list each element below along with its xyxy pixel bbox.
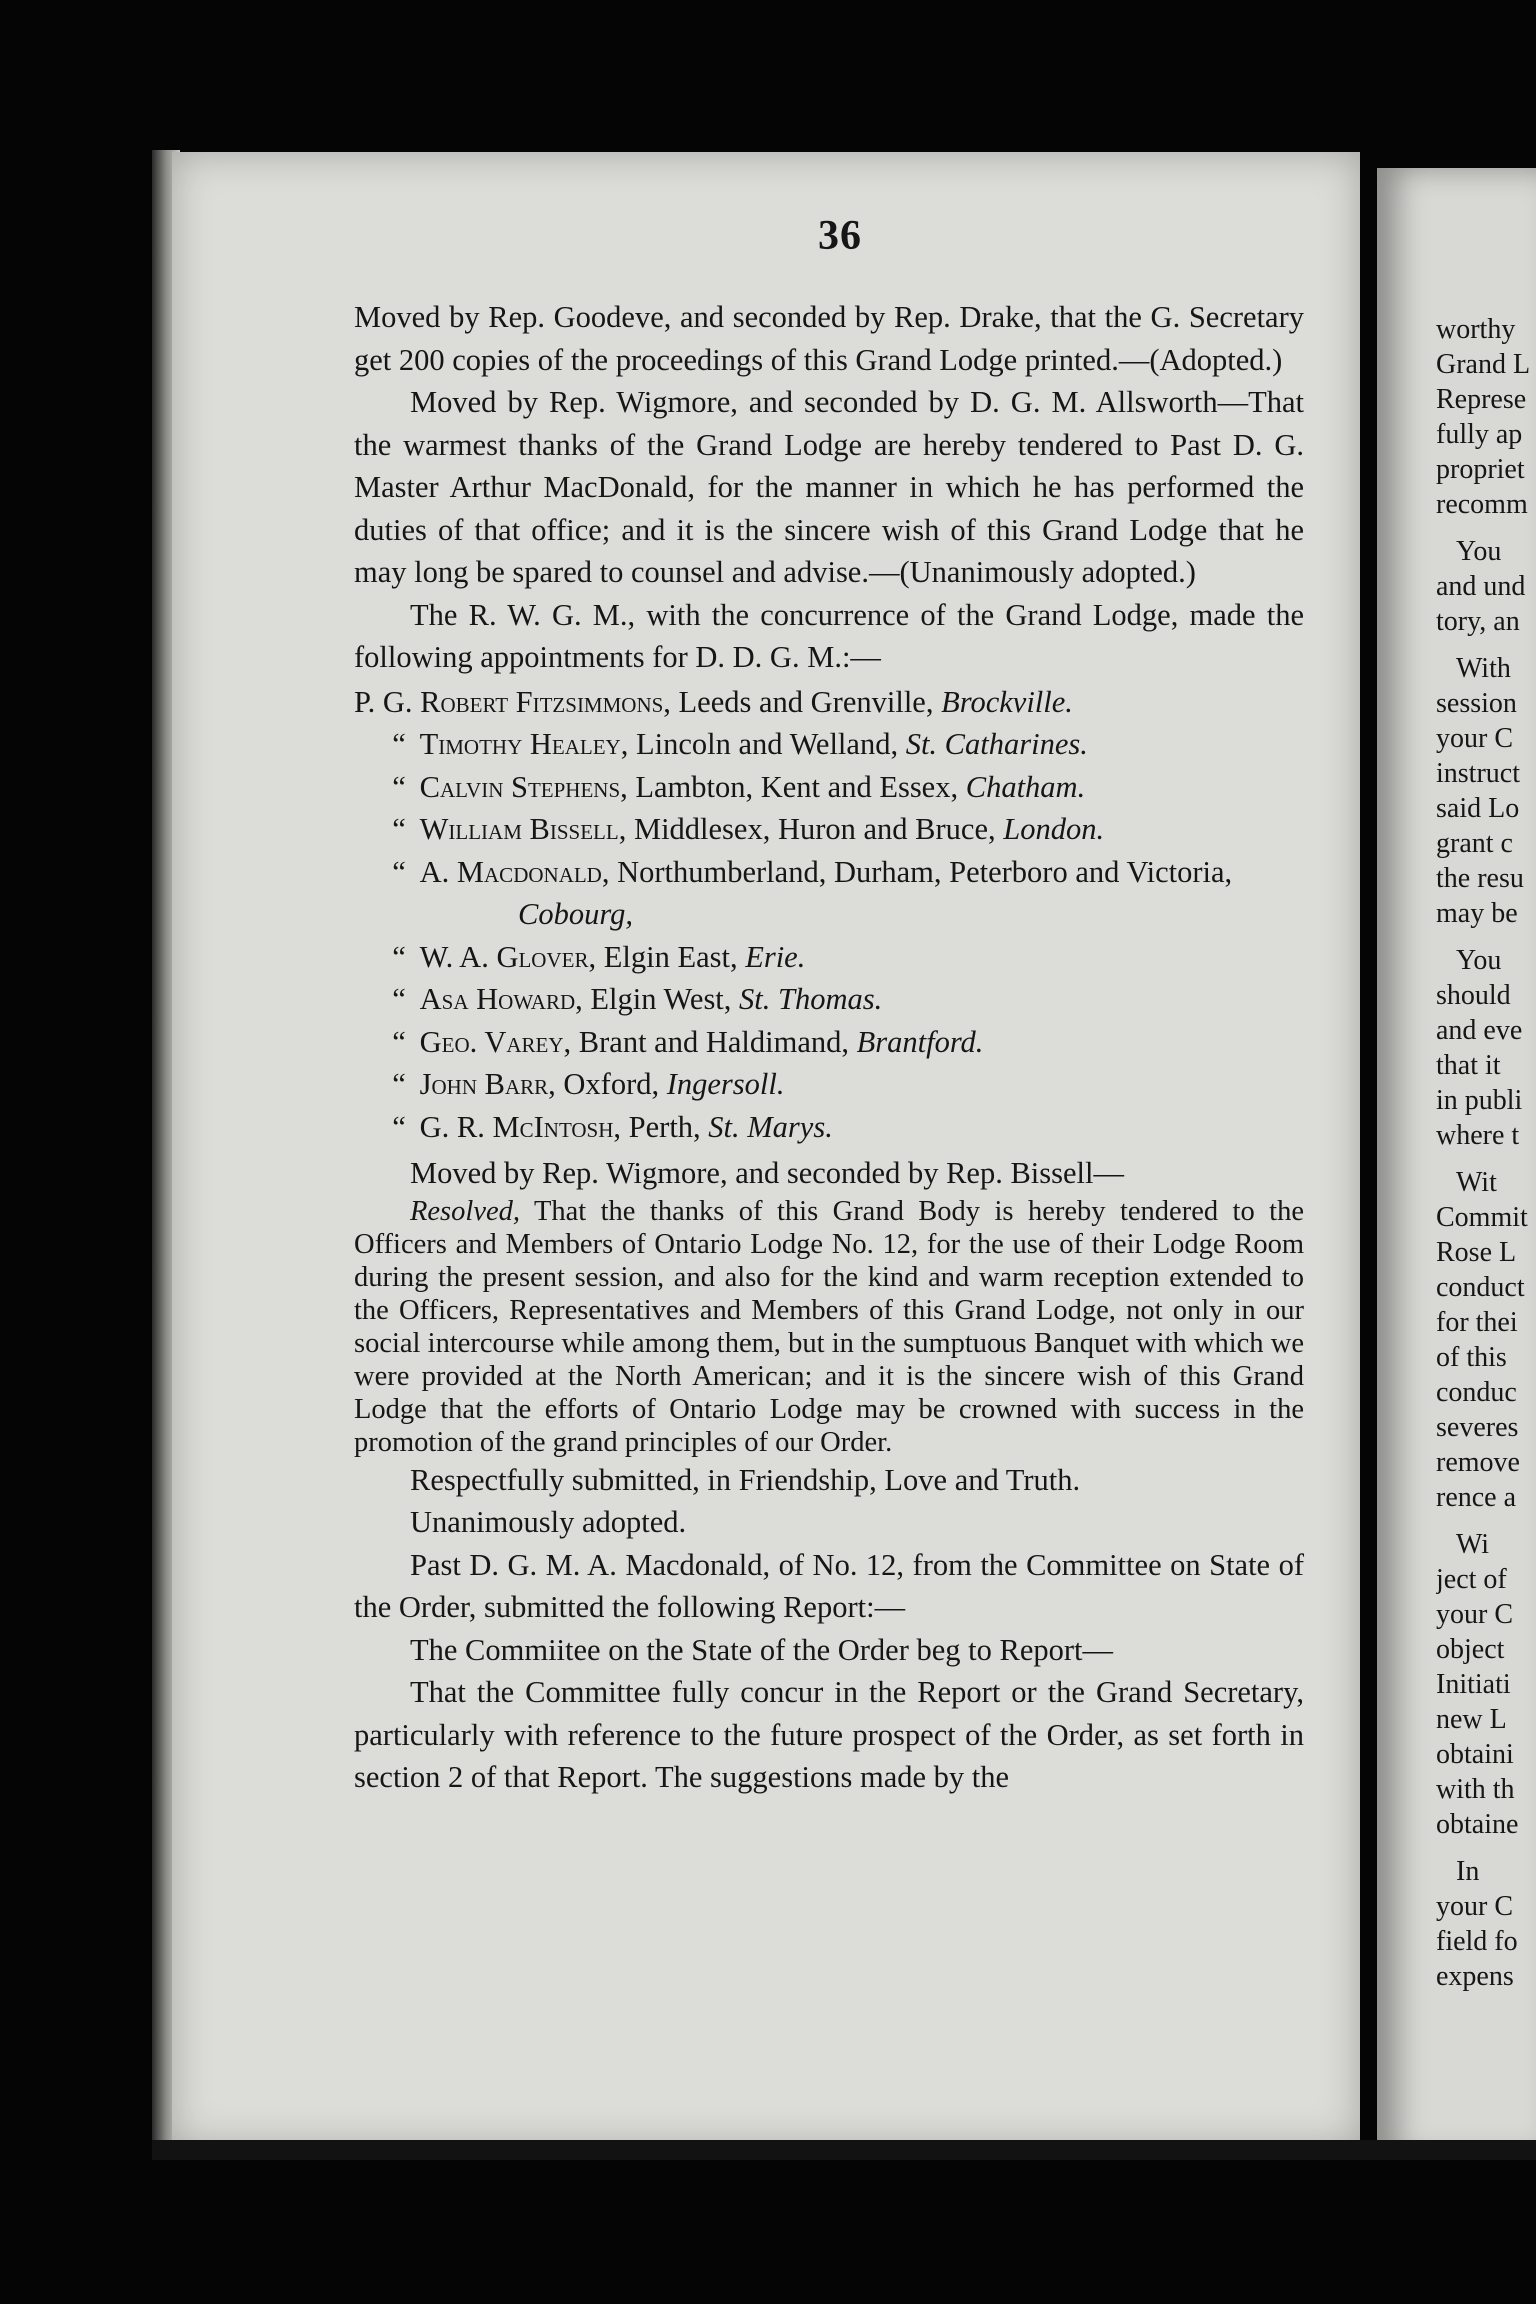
- paragraph-thanks-motion: Moved by Rep. Wigmore, and seconded by D. G. M. Allsworth—That the warmest thanks of the Grand Lodge are hereby tendered to Past D. G. Master Arthur MacDonald, for the manner in which he has performed the duties of that office; and it is the sincere wish of this Grand Lodge that he may long be spared to counsel and advise.—(Unanimously adopted.): [354, 385, 1304, 589]
- appointment-district: Lincoln and Welland,: [628, 727, 906, 761]
- appointee-name: Geo. Varey,: [419, 1024, 572, 1059]
- facing-line: your C: [1436, 1891, 1513, 1922]
- appointment-district: Oxford,: [555, 1067, 667, 1101]
- facing-line: session: [1436, 688, 1517, 719]
- appointment-place: Brockville.: [941, 684, 1073, 719]
- facing-line: that it: [1436, 1050, 1501, 1081]
- appointments-list: [354, 681, 1304, 1149]
- paragraph-resolution-motion: Moved by Rep. Wigmore, and seconded by Rep. Bissell—: [410, 1156, 1125, 1190]
- facing-line: Rose L: [1436, 1237, 1517, 1268]
- facing-line: said Lo: [1436, 793, 1520, 824]
- appointee-name: G. R. McIntosh,: [419, 1109, 622, 1144]
- appointment-district: Leeds and Grenville,: [670, 684, 942, 719]
- appointment-district: Elgin East,: [596, 939, 746, 974]
- appointment-district: Lambton, Kent and Essex,: [627, 769, 966, 804]
- facing-line: object: [1436, 1634, 1505, 1665]
- facing-line: propriet: [1436, 454, 1525, 485]
- ditto-mark: “: [392, 1109, 406, 1144]
- appointment-row: [354, 766, 1304, 809]
- ditto-mark: “: [392, 1024, 406, 1059]
- appointment-prefix: P. G.: [354, 684, 413, 719]
- appointment-district: Perth,: [621, 1109, 709, 1144]
- paragraph-committee-heading: The Commiitee on the State of the Order beg to Report—: [410, 1632, 1114, 1667]
- ditto-mark: “: [392, 982, 406, 1016]
- appointment-place: Erie.: [745, 939, 806, 974]
- facing-line: recomm: [1436, 489, 1528, 520]
- resolved-body: That the thanks of this Grand Body is hereby tendered to the Officers and Members of Ontario Lodge No. 12, for the use of their Lodge Room during the present session, and also for the kind and warm reception extended to the Officers, Representatives and Members of this Grand Lodge, not only in our social intercourse while among them, but in the sumptuous Banquet with which we were provided at the North American; and it is the sincere wish of this Grand Lodge that the efforts of Ontario Lodge may be crowned with success in the promotion of the grand principles of our Order.: [354, 1195, 1304, 1458]
- appointment-district: Brant and Haldimand,: [571, 1024, 857, 1059]
- facing-line: expens: [1436, 1961, 1514, 1992]
- facing-line: of this: [1436, 1342, 1507, 1373]
- facing-line: Initiati: [1436, 1669, 1511, 1700]
- appointment-row: [354, 723, 1304, 766]
- facing-line: your C: [1436, 723, 1513, 754]
- facing-line: the resu: [1436, 863, 1524, 894]
- appointment-place: Cobourg,: [518, 897, 633, 931]
- appointment-place: St. Thomas.: [739, 982, 883, 1016]
- ditto-mark: “: [392, 939, 406, 974]
- appointee-name: Timothy Healey,: [419, 727, 629, 761]
- appointee-name: A. Macdonald,: [419, 854, 610, 889]
- facing-line: fully ap: [1436, 419, 1523, 450]
- facing-line: Wit: [1456, 1167, 1497, 1198]
- facing-line: where t: [1436, 1120, 1520, 1151]
- facing-line: should: [1436, 980, 1511, 1011]
- appointment-place: Brantford.: [856, 1024, 984, 1059]
- facing-page-text: [1436, 312, 1536, 1994]
- appointment-place: London.: [1003, 812, 1105, 846]
- paragraph-appointments-intro: The R. W. G. M., with the concurrence of the Grand Lodge, made the following appointments for D. D. G. M.:—: [354, 597, 1304, 674]
- facing-line: severes: [1436, 1412, 1519, 1443]
- appointment-place: St. Catharines.: [905, 727, 1088, 761]
- facing-line: Grand L: [1436, 349, 1531, 380]
- appointment-row: [354, 1106, 1304, 1149]
- facing-line: may be: [1436, 898, 1518, 929]
- facing-line: rence a: [1436, 1482, 1517, 1513]
- ditto-mark: “: [392, 812, 406, 846]
- facing-line: Represe: [1436, 384, 1527, 415]
- appointment-row: [354, 1021, 1304, 1064]
- appointment-district: Middlesex, Huron and Bruce,: [626, 812, 1004, 846]
- paragraph-submitted: Respectfully submitted, in Friendship, Love and Truth.: [410, 1462, 1081, 1497]
- facing-line: your C: [1436, 1599, 1513, 1630]
- appointment-place: Chatham.: [965, 769, 1086, 804]
- facing-line: You: [1456, 945, 1502, 976]
- appointment-row: [354, 681, 1304, 724]
- facing-line: With: [1456, 653, 1511, 684]
- appointment-row: [354, 808, 1304, 851]
- paragraph-committee-concur: That the Committee fully concur in the Report or the Grand Secretary, particularly with reference to the future prospect of the Order, as set forth in section 2 of that Report. The suggestions made by the: [354, 1675, 1304, 1794]
- appointment-row-continuation: [354, 893, 1304, 936]
- paragraph-printing-motion: Moved by Rep. Goodeve, and seconded by Rep. Drake, that the G. Secretary get 200 copies of the proceedings of this Grand Lodge printed.—(Adopted.): [354, 300, 1304, 377]
- facing-line: In: [1456, 1856, 1480, 1887]
- ditto-mark: “: [392, 1067, 406, 1101]
- facing-line: and eve: [1436, 1015, 1523, 1046]
- appointee-name: W. A. Glover,: [419, 939, 597, 974]
- page-bottom-shadow: [152, 2140, 1536, 2160]
- paragraph-resolution: [354, 1195, 1304, 1459]
- appointment-row: [354, 851, 1304, 894]
- appointment-place: Ingersoll.: [666, 1067, 785, 1101]
- appointment-row: [354, 978, 1304, 1021]
- facing-line: new L: [1436, 1704, 1507, 1735]
- page-number: 36: [818, 213, 862, 259]
- appointee-name: William Bissell,: [419, 812, 627, 846]
- facing-line: obtaini: [1436, 1739, 1514, 1770]
- paragraph-committee-report: Past D. G. M. A. Macdonald, of No. 12, from the Committee on State of the Order, submitted the following Report:—: [354, 1547, 1304, 1624]
- facing-line: for thei: [1436, 1307, 1518, 1338]
- facing-line: grant c: [1436, 828, 1513, 859]
- facing-line: instruct: [1436, 758, 1520, 789]
- facing-line: You: [1456, 536, 1502, 567]
- appointment-district: Northumberland, Durham, Peterboro and Victoria,: [609, 854, 1233, 889]
- appointee-name: John Barr,: [419, 1067, 556, 1101]
- resolved-lead: Resolved,: [410, 1195, 520, 1227]
- page-body: [354, 296, 1304, 1799]
- facing-line: worthy: [1436, 314, 1516, 345]
- facing-line: with th: [1436, 1774, 1515, 1805]
- appointee-name: Calvin Stephens,: [419, 769, 628, 804]
- facing-line: in publi: [1436, 1085, 1523, 1116]
- facing-line: field fo: [1436, 1926, 1518, 1957]
- facing-line: Wi: [1456, 1529, 1490, 1560]
- appointee-name: Robert Fitzsimmons,: [420, 684, 671, 719]
- facing-line: remove: [1436, 1447, 1520, 1478]
- ditto-mark: “: [392, 769, 406, 804]
- appointment-district: Elgin West,: [582, 982, 740, 1016]
- ditto-mark: “: [392, 727, 406, 761]
- ditto-mark: “: [392, 854, 406, 889]
- facing-line: ject of: [1436, 1564, 1507, 1595]
- appointment-place: St. Marys.: [708, 1109, 833, 1144]
- paragraph-adopted: Unanimously adopted.: [410, 1505, 687, 1539]
- facing-line: conduc: [1436, 1377, 1517, 1408]
- appointment-row: [354, 936, 1304, 979]
- facing-line: conduct: [1436, 1272, 1525, 1303]
- facing-line: tory, an: [1436, 606, 1520, 637]
- facing-line: obtaine: [1436, 1809, 1519, 1840]
- facing-line: and und: [1436, 571, 1526, 602]
- appointment-row: [354, 1063, 1304, 1106]
- facing-line: Commit: [1436, 1202, 1528, 1233]
- appointee-name: Asa Howard,: [419, 982, 583, 1016]
